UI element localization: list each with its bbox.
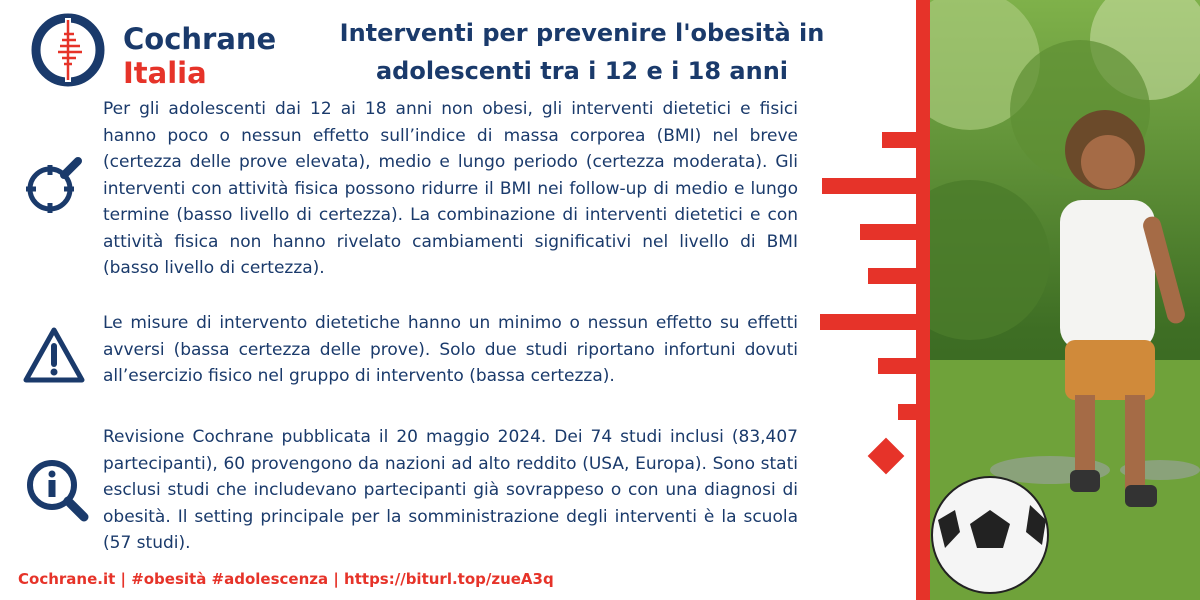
footer-links: Cochrane.it | #obesità #adolescenza | https://biturl.top/zueA3q [18, 570, 554, 588]
adverse-effects-paragraph: Le misure di intervento dietetiche hanno un minimo o nessun effetto su effetti avversi (bassa certezza delle prove). Solo due studi riportano infortuni dovuti all’esercizio fisico nel gruppo di intervento (bassa certezza). [103, 313, 798, 386]
logo-line-2: Italia [123, 56, 207, 90]
page-title: Interventi per prevenire l'obesità in adolescenti tra i 12 e i 18 anni [339, 19, 825, 85]
info-search-icon [22, 455, 92, 525]
review-info-paragraph: Revisione Cochrane pubblicata il 20 maggio 2024. Dei 74 studi inclusi (83,407 partecipanti), 60 provengono da nazioni ad alto reddito (USA, Europa). Sono stati esclusi studi che includevano partecipanti già sovrappeso o con una diagnosi di obesità. Il setting principale per la somministrazione degli interventi è la scuola (57 studi). [103, 427, 798, 553]
red-decorative-bars [820, 0, 930, 600]
warning-icon [22, 326, 86, 386]
results-paragraph: Per gli adolescenti dai 12 ai 18 anni non obesi, gli interventi dietetici e fisici hanno poco o nessun effetto sull’indice di massa corporea (BMI) nel breve (certezza delle prove elevata), medio e lungo periodo (certezza moderata). Gli interventi con attività fisica possono ridurre il BMI nei follow-up di medio e lungo termine (basso livello di certezza). La combinazione di interventi dietetici e con attività fisica non hanno rivelato cambiamenti significativi nel livello di BMI (basso livello di certezza). [103, 99, 798, 278]
cochrane-italia-logo [28, 12, 288, 88]
magnifier-target-icon [22, 155, 84, 217]
logo-wordmark [123, 22, 276, 90]
child-playing-football-photo [930, 0, 1200, 600]
cochrane-logo-icon [28, 12, 112, 88]
logo-line-1: Cochrane [123, 22, 277, 56]
